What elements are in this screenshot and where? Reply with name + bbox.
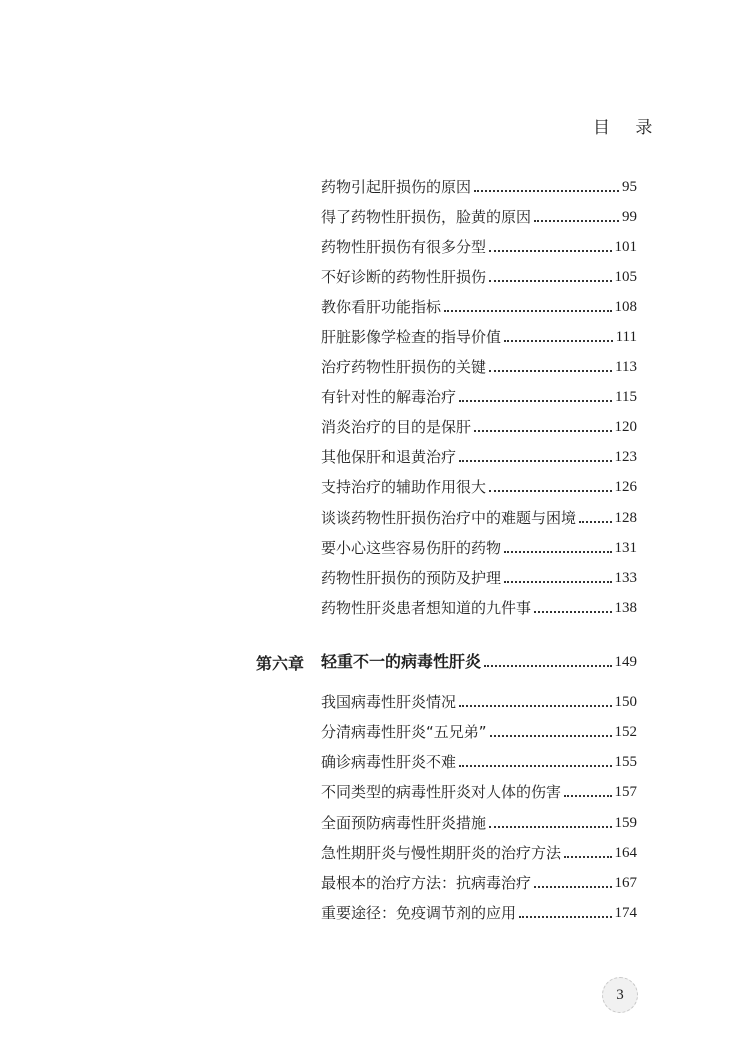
dot-leader <box>459 704 611 707</box>
toc-entry-title: 分清病毒性肝炎“五兄弟” <box>321 723 487 741</box>
toc-entry[interactable] <box>321 901 637 923</box>
toc-entry-page: 105 <box>614 269 637 285</box>
toc-entry-page: 115 <box>615 389 637 405</box>
toc-entry-page: 126 <box>614 479 637 495</box>
dot-leader <box>534 885 611 888</box>
toc-entry[interactable] <box>321 841 637 863</box>
toc-entry-page: 159 <box>614 815 637 831</box>
dot-leader <box>459 459 611 462</box>
dot-leader <box>484 664 611 667</box>
dot-leader <box>489 369 612 372</box>
toc-entry-title: 最根本的治疗方法：抗病毒治疗 <box>321 874 532 892</box>
dot-leader <box>489 249 611 252</box>
dot-leader <box>504 339 613 342</box>
toc-entry-title: 我国病毒性肝炎情况 <box>321 693 457 711</box>
chapter-title: 轻重不一的病毒性肝炎 <box>321 652 482 671</box>
toc-entry-page: 123 <box>614 449 637 465</box>
toc-entry-page: 108 <box>614 299 637 315</box>
toc-entry[interactable] <box>321 566 637 588</box>
toc-entry-title: 确诊病毒性肝炎不难 <box>321 753 457 771</box>
toc-entry-title: 急性期肝炎与慢性期肝炎的治疗方法 <box>321 844 562 862</box>
dot-leader <box>474 189 619 192</box>
toc-entry-title: 肝脏影像学检查的指导价值 <box>321 328 502 346</box>
toc-entry[interactable] <box>321 295 637 317</box>
toc-entry-page: 150 <box>614 694 637 710</box>
toc-entry[interactable] <box>321 811 637 833</box>
dot-leader <box>474 429 611 432</box>
toc-entry-title: 支持治疗的辅助作用很大 <box>321 478 487 496</box>
dot-leader <box>519 915 611 918</box>
toc-entry[interactable] <box>321 415 637 437</box>
toc-entry[interactable] <box>321 445 637 467</box>
dot-leader <box>459 764 611 767</box>
toc-entry-title: 有针对性的解毒治疗 <box>321 388 457 406</box>
dot-leader <box>504 580 611 583</box>
toc-entry[interactable] <box>321 690 637 712</box>
toc-entry-title: 其他保肝和退黄治疗 <box>321 448 457 466</box>
toc-entry-title: 治疗药物性肝损伤的关键 <box>321 358 487 376</box>
toc-entry-title: 全面预防病毒性肝炎措施 <box>321 814 487 832</box>
page-number-badge <box>602 977 638 1013</box>
toc-entry[interactable] <box>321 536 637 558</box>
toc-entry[interactable] <box>321 355 637 377</box>
toc-entry[interactable] <box>321 750 637 772</box>
dot-leader <box>579 520 611 523</box>
toc-entry-page: 167 <box>614 875 637 891</box>
dot-leader <box>489 825 611 828</box>
toc-entry[interactable] <box>321 265 637 287</box>
toc-entry-page: 120 <box>614 419 637 435</box>
dot-leader <box>564 794 611 797</box>
toc-entry-page: 138 <box>614 600 637 616</box>
toc-entry-title: 药物性肝炎患者想知道的九件事 <box>321 599 532 617</box>
toc-entry-title: 消炎治疗的目的是保肝 <box>321 418 472 436</box>
dot-leader <box>564 855 611 858</box>
toc-entry-page: 152 <box>614 724 637 740</box>
chapter-page: 149 <box>614 654 637 670</box>
dot-leader <box>489 489 611 492</box>
toc-entry-page: 131 <box>614 540 637 556</box>
toc-entry-title: 药物性肝损伤的预防及护理 <box>321 569 502 587</box>
dot-leader <box>534 219 619 222</box>
toc-entry-page: 95 <box>622 179 637 195</box>
toc-entry-page: 128 <box>614 510 637 526</box>
toc-entry-page: 155 <box>614 754 637 770</box>
toc-entry-page: 164 <box>614 845 637 861</box>
toc-entry[interactable] <box>321 720 637 742</box>
toc-entry-page: 99 <box>622 209 637 225</box>
toc-entry-title: 不好诊断的药物性肝损伤 <box>321 268 487 286</box>
toc-entry-title: 得了药物性肝损伤，脸黄的原因 <box>321 208 532 226</box>
dot-leader <box>459 399 612 402</box>
toc-entry[interactable] <box>321 325 637 347</box>
dot-leader <box>504 550 611 553</box>
toc-entry[interactable] <box>321 871 637 893</box>
toc-heading: 目 录 <box>593 118 663 138</box>
toc-entry[interactable] <box>321 780 637 802</box>
dot-leader <box>489 279 611 282</box>
page-number: 3 <box>616 986 624 1003</box>
toc-entry-title: 教你看肝功能指标 <box>321 298 442 316</box>
toc-entry[interactable] <box>321 475 637 497</box>
toc-entry-page: 113 <box>615 359 637 375</box>
dot-leader <box>444 309 611 312</box>
toc-entry-title: 要小心这些容易伤肝的药物 <box>321 539 502 557</box>
chapter-label: 第六章 <box>256 654 305 673</box>
toc-entry-page: 174 <box>614 905 637 921</box>
toc-entry-title: 重要途径：免疫调节剂的应用 <box>321 904 517 922</box>
toc-entry-page: 111 <box>615 329 637 345</box>
toc-entry-page: 157 <box>614 784 637 800</box>
toc-entry[interactable] <box>321 235 637 257</box>
chapter-entry[interactable] <box>321 650 637 672</box>
toc-entry-title: 不同类型的病毒性肝炎对人体的伤害 <box>321 783 562 801</box>
toc-entry[interactable] <box>321 205 637 227</box>
toc-entry[interactable] <box>321 506 637 528</box>
toc-entry[interactable] <box>321 596 637 618</box>
toc-entry-title: 谈谈药物性肝损伤治疗中的难题与困境 <box>321 509 577 527</box>
toc-entry[interactable] <box>321 385 637 407</box>
dot-leader <box>534 610 611 613</box>
toc-entry-title: 药物性肝损伤有很多分型 <box>321 238 487 256</box>
toc-entry-page: 133 <box>614 570 637 586</box>
toc-entry[interactable] <box>321 175 637 197</box>
toc-entry-page: 101 <box>614 239 637 255</box>
dot-leader <box>490 734 612 737</box>
toc-entry-title: 药物引起肝损伤的原因 <box>321 178 472 196</box>
